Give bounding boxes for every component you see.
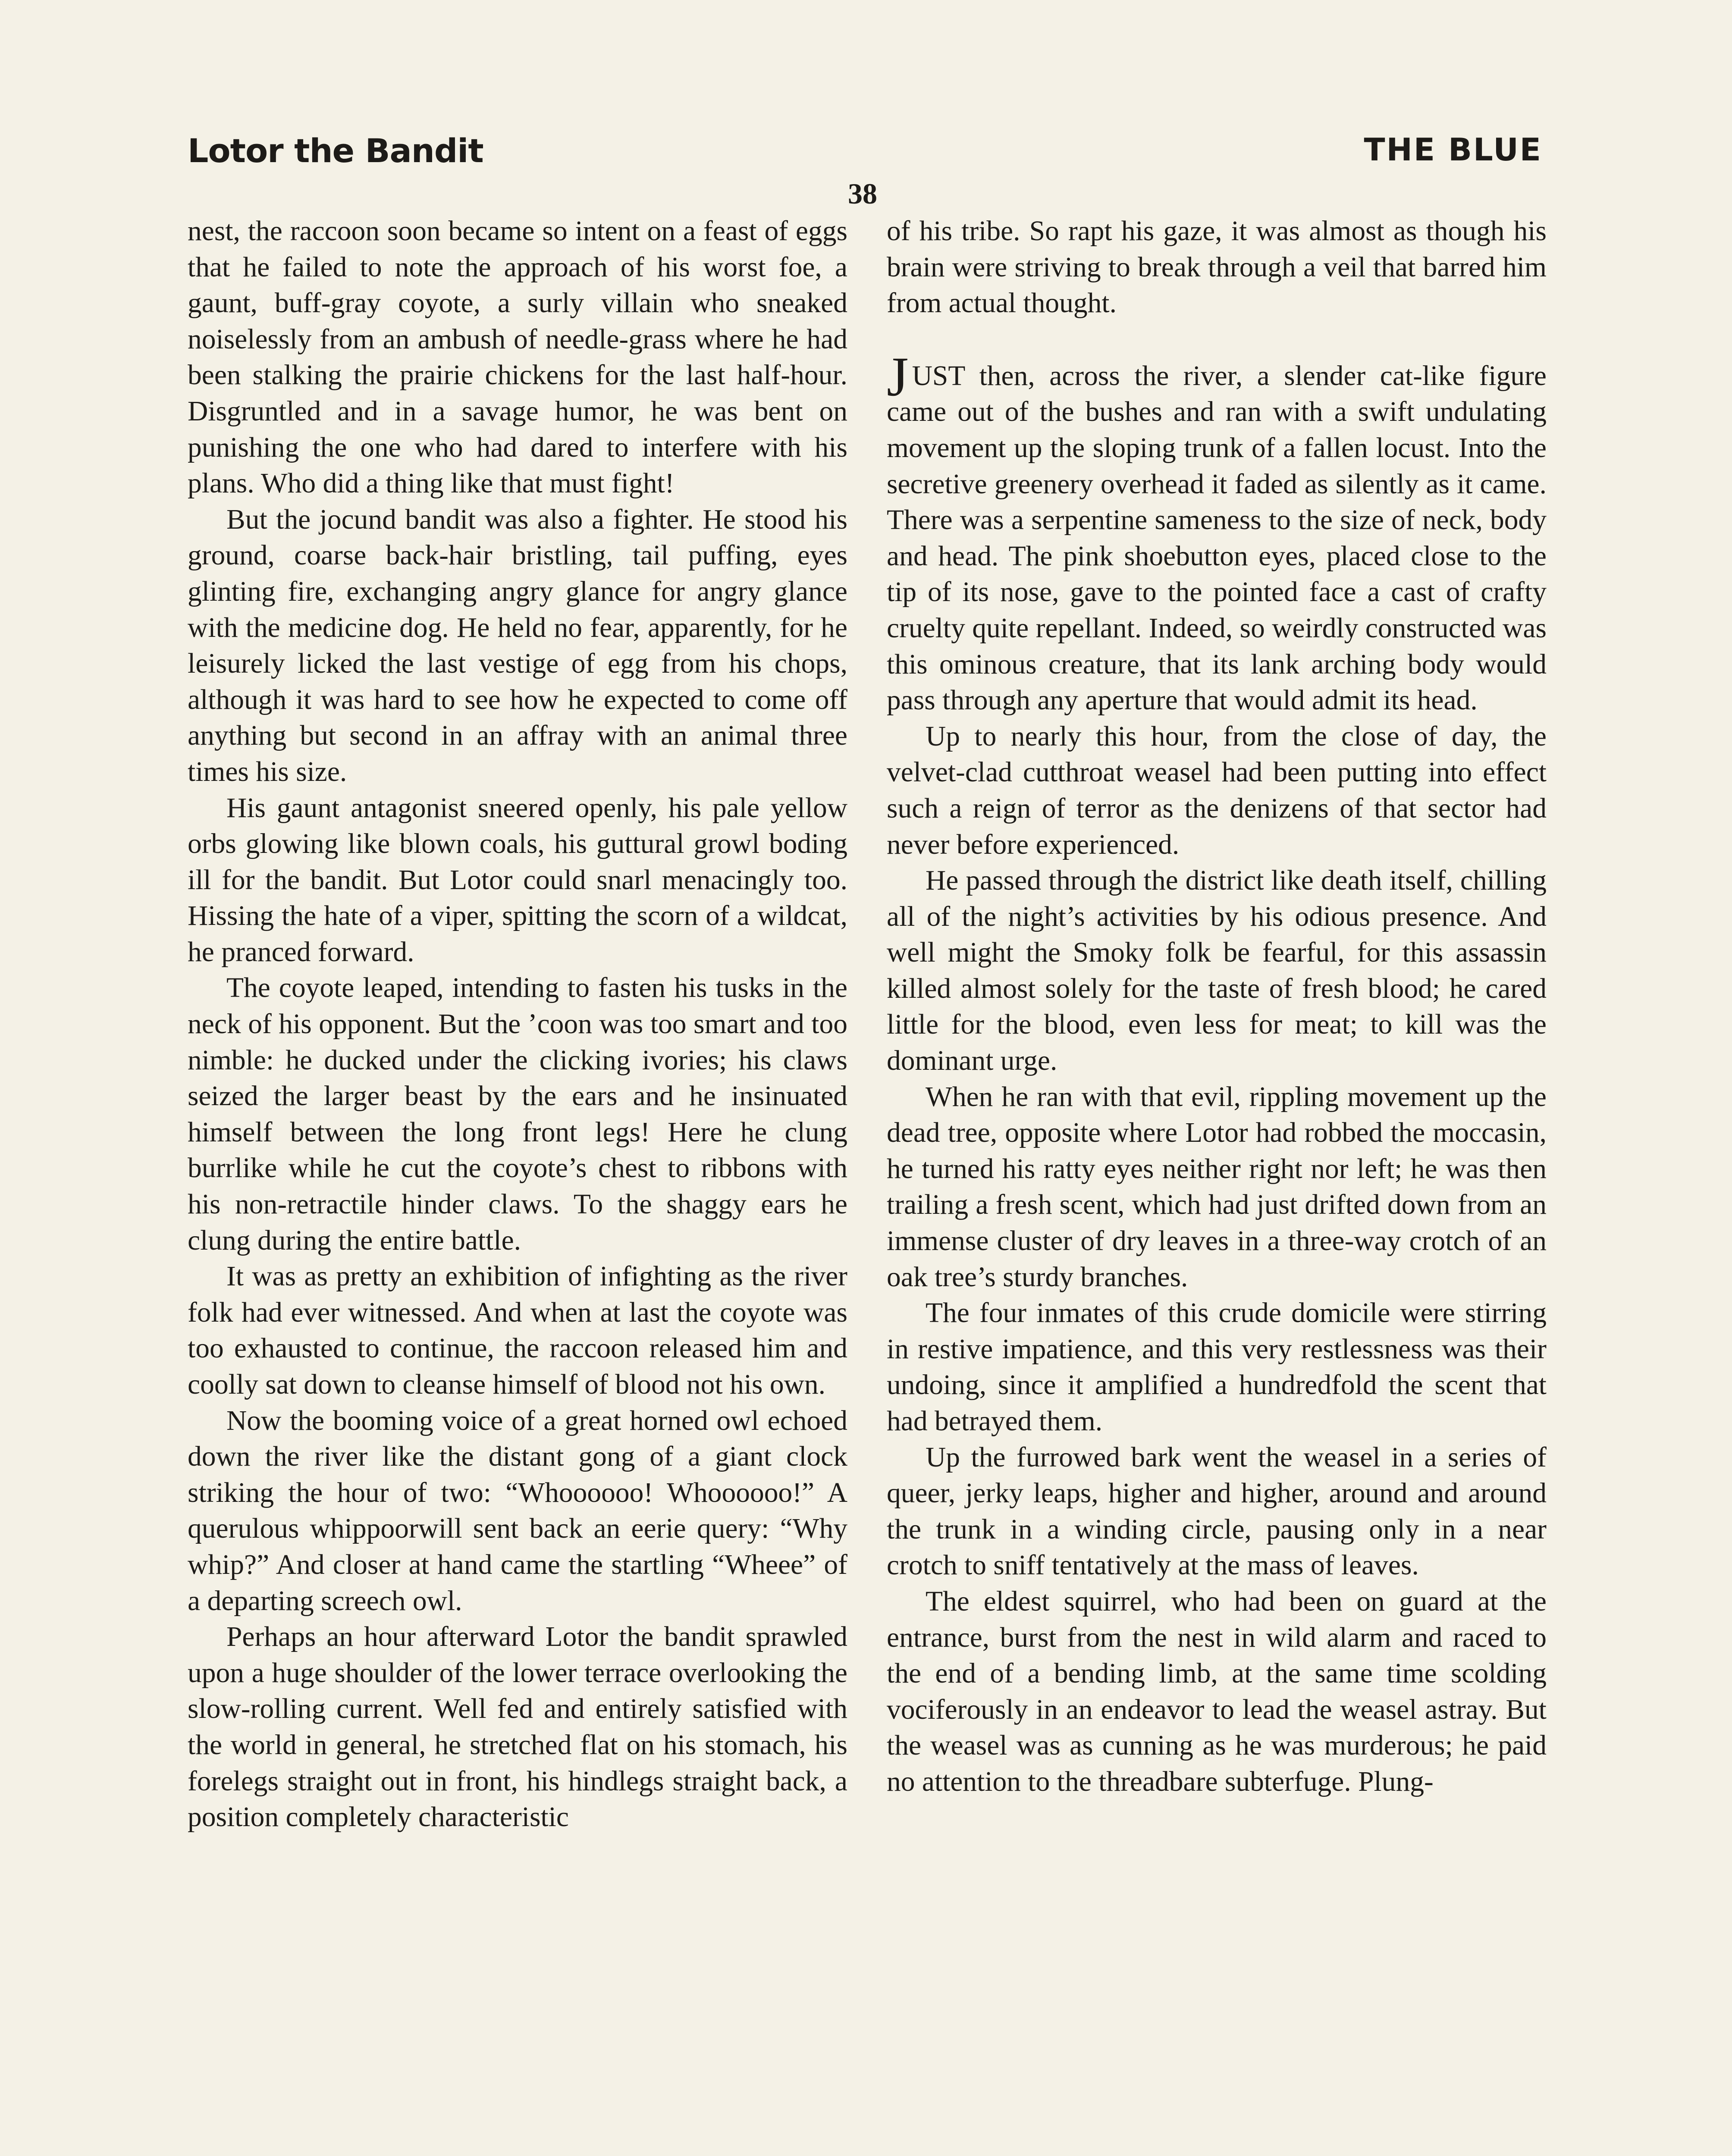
page-number: 38 bbox=[848, 177, 877, 210]
paragraph: But the jocund bandit was also a fighter. He stood his ground, coarse back-hair bristling, tail puffing, eyes glinting fire, exchanging angry glance for angry glance with the medicine dog. He held no fear, apparently, for he leisurely licked the last vestige of egg from his chops, although it was hard to see how he expected to come off anything but second in an affray with an animal three times his size. bbox=[188, 504, 847, 787]
left-column bbox=[188, 213, 847, 1836]
paragraph: The coyote leaped, intending to fasten his tusks in the neck of his opponent. But the ’coon was too smart and too nimble: he ducked under the clicking ivories; his claws seized the larger beast by the ears and he insinuated himself between the long front legs! Here he clung burrlike while he cut the coyote’s chest to ribbons with his non-retractile hinder claws. To the shaggy ears he clung during the entire battle. bbox=[188, 972, 847, 1256]
paragraph: Up to nearly this hour, from the close of day, the velvet-clad cutthroat weasel had been putting into effect such a reign of terror as the denizens of that sector had never before experienced. bbox=[887, 721, 1547, 860]
story-title: Lotor the Bandit bbox=[188, 132, 483, 170]
paragraph: of his tribe. So rapt his gaze, it was almost as though his brain were striving to break through a veil that barred him from actual thought. bbox=[887, 216, 1547, 319]
paragraph-text: UST then, across the river, a slender cat-like figure came out of the bushes and ran with a swift undulating movement up the sloping trunk of a fallen locust. Into the secretive greenery overhead it faded as silently as it came. There was a serpentine sameness to the size of neck, body and head. The pink shoebutton eyes, placed close to the tip of its nose, gave to the pointed face a cast of crafty cruelty quite repellant. Indeed, so weirdly constructed was this ominous creature, that its lank arching body would pass through any aperture that would admit its head. bbox=[887, 360, 1547, 716]
paragraph: Up the furrowed bark went the weasel in a series of queer, jerky leaps, higher and higher, around and around the trunk in a winding circle, pausing only in a near crotch to sniff tentatively at the mass of leaves. bbox=[887, 1442, 1547, 1581]
paragraph: The eldest squirrel, who had been on guard at the entrance, burst from the nest in wild alarm and raced to the end of a bending limb, at the same time scolding vociferously in an endeavor to lead the weasel astray. But the weasel was as cunning as he was murderous; he paid no attention to the threadbare subterfuge. Plung- bbox=[887, 1586, 1547, 1797]
magazine-title: THE BLUE bbox=[1364, 132, 1542, 168]
paragraph: Now the booming voice of a great horned owl echoed down the river like the distant gong of a giant clock striking the hour of two: “Whoooooo! Whoooooo!” A querulous whippoorwill sent back an eerie query: “Why whip?” And closer at hand came the startling “Wheee” of a departing screech owl. bbox=[188, 1405, 847, 1617]
paragraph: When he ran with that evil, rippling movement up the dead tree, opposite where Lotor had robbed the moccasin, he turned his ratty eyes neither right nor left; he was then trailing a fresh scent, which had just drifted down from an immense cluster of dry leaves in a three-way crotch of an oak tree’s sturdy branches. bbox=[887, 1081, 1547, 1293]
section-start-paragraph bbox=[887, 345, 1547, 719]
right-column bbox=[887, 213, 1547, 1800]
paragraph: The four inmates of this crude domicile were stirring in restive impatience, and this very restlessness was their undoing, since it amplified a hundredfold the scent that had betrayed them. bbox=[887, 1297, 1547, 1437]
drop-cap: J bbox=[887, 345, 909, 408]
paragraph: It was as pretty an exhibition of infighting as the river folk had ever witnessed. And when at last the coyote was too exhausted to continue, the raccoon released him and coolly sat down to cleanse himself of blood not his own. bbox=[188, 1261, 847, 1400]
paragraph: Perhaps an hour afterward Lotor the bandit sprawled upon a huge shoulder of the lower terrace overlooking the slow-rolling current. Well fed and entirely satisfied with the world in general, he stretched flat on his stomach, his forelegs straight out in front, his hindlegs straight back, a position completely characteristic bbox=[188, 1621, 847, 1833]
paragraph: His gaunt antagonist sneered openly, his pale yellow orbs glowing like blown coals, his guttural growl boding ill for the bandit. But Lotor could snarl menacingly too. Hissing the hate of a viper, spitting the scorn of a wildcat, he pranced forward. bbox=[188, 792, 847, 968]
paragraph: nest, the raccoon soon became so intent on a feast of eggs that he failed to note the approach of his worst foe, a gaunt, buff-gray coyote, a surly villain who sneaked noiselessly from an ambush of needle-grass where he had been stalking the prairie chickens for the last half-hour. Disgruntled and in a savage humor, he was bent on punishing the one who had dared to interfere with his plans. Who did a thing like that must fight! bbox=[188, 216, 847, 499]
paragraph: He passed through the district like death itself, chilling all of the night’s activities by his odious presence. And well might the Smoky folk be fearful, for this assassin killed almost solely for the taste of fresh blood; he cared little for the blood, even less for meat; to kill was the dominant urge. bbox=[887, 865, 1547, 1077]
